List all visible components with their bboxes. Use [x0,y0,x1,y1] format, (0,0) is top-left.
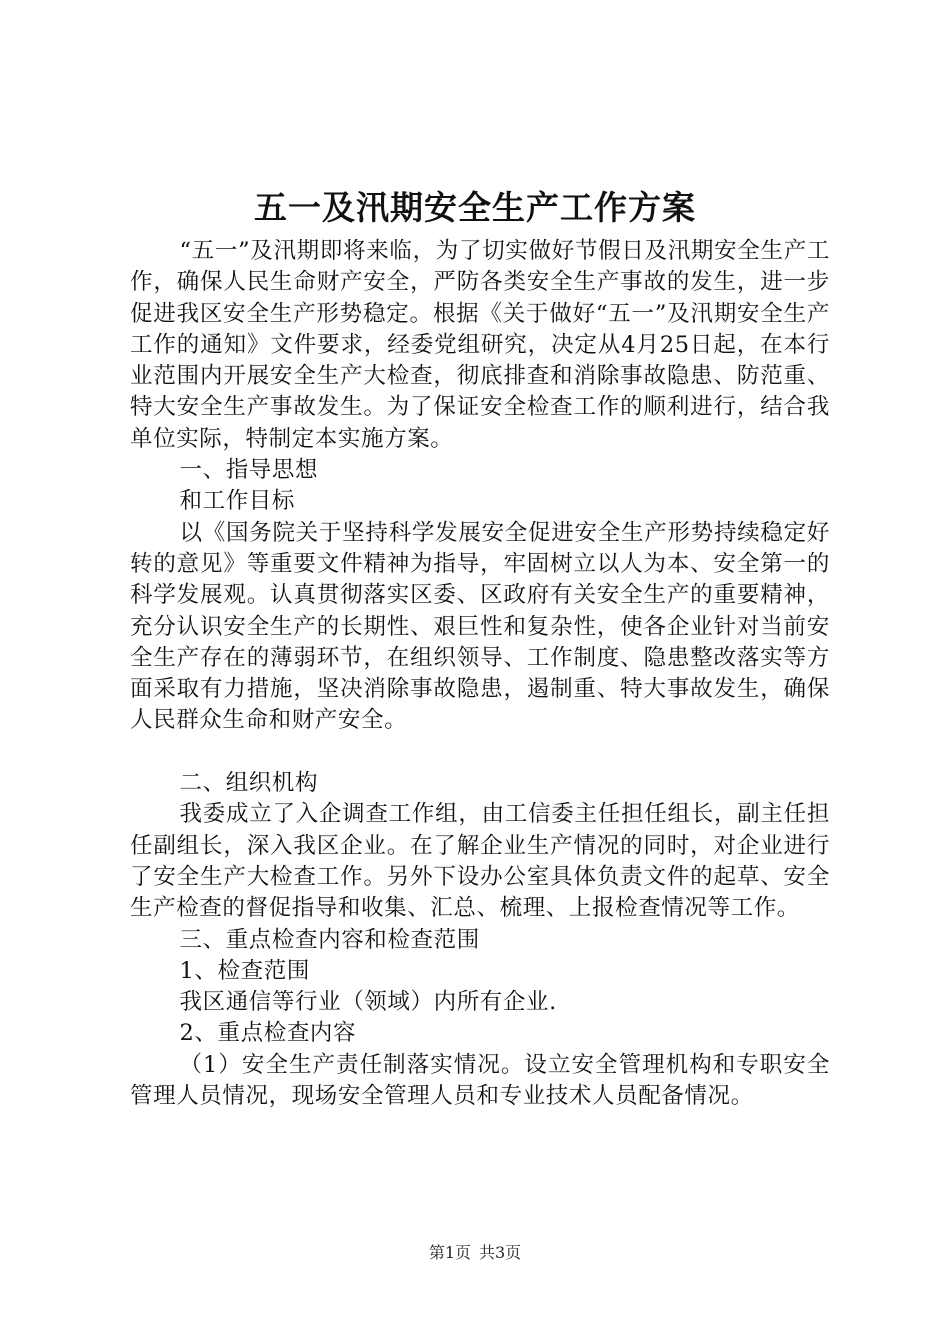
section-heading-guiding-ideology: 一、指导思想 [179,457,319,484]
section-heading-organization: 二、组织机构 [179,770,319,797]
subheading-inspection-scope: 1、检查范围 [179,957,310,984]
section-heading-inspection-content: 三、重点检查内容和检查范围 [179,926,480,953]
inspection-scope-paragraph: 我区通信等行业（领域）内所有企业. [179,989,557,1016]
page-total: 共3页 [479,1243,522,1262]
document-title: 五一及汛期安全生产工作方案 [254,188,696,227]
page-number: 第1页 [428,1243,471,1262]
intro-paragraph: “五一”及汛期即将来临，为了切实做好节假日及汛期安全生产工作，确保人民生命财产安全，严防各类安全生产事故的发生，进一步促进我区安全生产形势稳定。根据《关于做好“五一”及汛期安全生产工作的通知》文件要求，经委党组研究，决定从4月25日起，在本行业范围内开展安全生产大检查，彻底排查和消除事故隐患、防范重、特大安全生产事故发生。为了保证安全检查工作的顺利进行，结合我单位实际，特制定本实施方案。 [130,238,830,452]
section-heading-work-goals: 和工作目标 [179,488,296,515]
organization-paragraph: 我委成立了入企调查工作组，由工信委主任担任组长，副主任担任副组长，深入我区企业。在了解企业生产情况的同时，对企业进行了安全生产大检查工作。另外下设办公室具体负责文件的起草、安全生产检查的督促指导和收集、汇总、梳理、上报检查情况等工作。 [130,801,830,922]
blank-line [130,737,830,768]
page-footer [0,1242,950,1264]
subheading-key-inspection-content: 2、重点检查内容 [179,1020,357,1047]
guiding-ideology-paragraph: 以《国务院关于坚持科学发展安全促进安全生产形势持续稳定好转的意见》等重要文件精神为指导，牢固树立以人为本、安全第一的科学发展观。认真贯彻落实区委、区政府有关安全生产的重要精神，充分认识安全生产的长期性、艰巨性和复杂性，使各企业针对当前安全生产存在的薄弱环节，在组织领导、工作制度、隐患整改落实等方面采取有力措施，坚决消除事故隐患，遏制重、特大事故发生，确保人民群众生命和财产安全。 [130,519,830,734]
document-body [130,236,830,1112]
key-inspection-item-1: （1）安全生产责任制落实情况。设立安全管理机构和专职安全管理人员情况，现场安全管理人员和专业技术人员配备情况。 [130,1051,830,1110]
